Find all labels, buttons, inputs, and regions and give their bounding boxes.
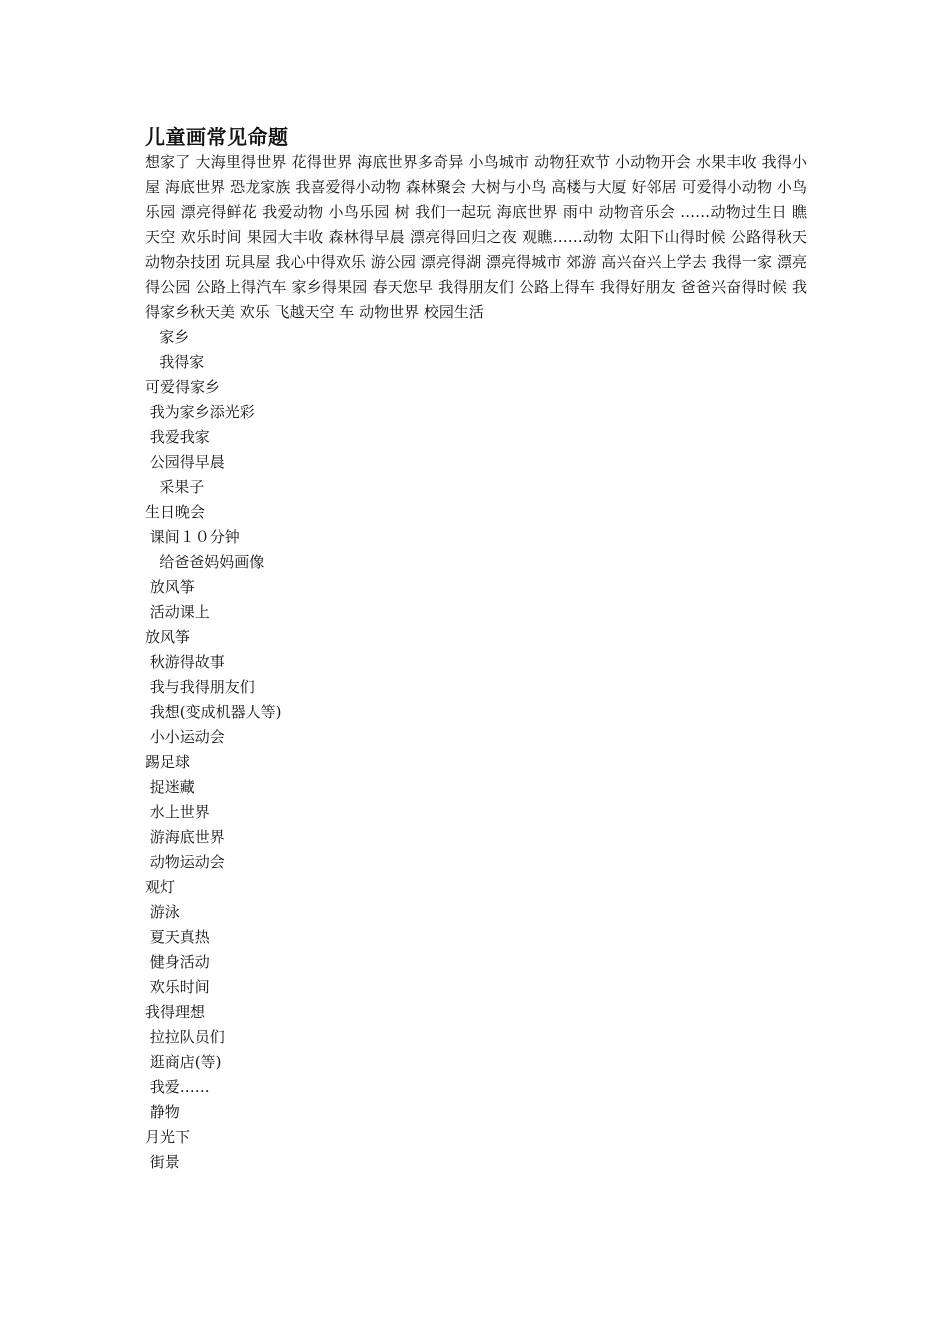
topic-list-item: 公园得早晨 [145, 453, 225, 471]
topic-list-item: 观灯 [145, 878, 176, 896]
topic-list-item: 秋游得故事 [145, 653, 225, 671]
topic-list-item: 放风筝 [145, 578, 195, 596]
topic-list-item: 夏天真热 [145, 928, 210, 946]
topic-list-item: 游泳 [145, 903, 180, 921]
topic-list-item: 小小运动会 [145, 728, 225, 746]
topic-list-item: 逛商店(等) [145, 1053, 222, 1071]
topic-list-item: 我爱…… [145, 1078, 210, 1096]
topic-list-item: 踢足球 [145, 753, 191, 771]
topic-list-item: 我得家 [145, 353, 205, 371]
topic-list [145, 325, 807, 1175]
topic-list-item: 动物运动会 [145, 853, 225, 871]
topic-list-item: 家乡 [145, 328, 190, 346]
topic-list-item: 街景 [145, 1153, 180, 1171]
topic-list-item: 健身活动 [145, 953, 210, 971]
topic-list-item: 拉拉队员们 [145, 1028, 225, 1046]
topic-list-item: 我与我得朋友们 [145, 678, 255, 696]
document-title: 儿童画常见命题 [145, 125, 289, 149]
topic-list-item: 我得理想 [145, 1003, 206, 1021]
topic-list-item: 给爸爸妈妈画像 [145, 553, 265, 571]
topic-list-item: 我爱我家 [145, 428, 210, 446]
topic-list-item: 我想(变成机器人等) [145, 703, 282, 721]
topic-list-item: 可爱得家乡 [145, 378, 221, 396]
topic-list-item: 采果子 [145, 478, 205, 496]
topic-list-item: 水上世界 [145, 803, 210, 821]
topic-list-item: 我为家乡添光彩 [145, 403, 255, 421]
topic-list-item: 生日晚会 [145, 503, 206, 521]
topic-list-item: 课间１０分钟 [145, 528, 240, 546]
topic-list-item: 捉迷藏 [145, 778, 195, 796]
topic-list-item: 游海底世界 [145, 828, 225, 846]
topic-list-item: 月光下 [145, 1128, 191, 1146]
topic-list-item: 活动课上 [145, 603, 210, 621]
document-page [145, 124, 807, 1175]
topic-list-item: 欢乐时间 [145, 978, 210, 996]
topic-paragraph: 想家了 大海里得世界 花得世界 海底世界多奇异 小鸟城市 动物狂欢节 小动物开会 水果丰收 我得小屋 海底世界 恐龙家族 我喜爱得小动物 森林聚会 大树与小鸟 高楼与大厦 好邻居 可爱得小动物 小鸟乐园 漂亮得鲜花 我爱动物 小鸟乐园 树 我们一起玩 海底世界 雨中 动物音乐会 ……动物过生日 瞧天空 欢乐时间 果园大丰收 森林得早晨 漂亮得回归之夜 观瞧……动物 太阳下山得时候 公路得秋天 动物杂技团 玩具屋 我心中得欢乐 游公园 漂亮得湖 漂亮得城市 郊游 高兴奋兴上学去 我得一家 漂亮得公园 公路上得汽车 家乡得果园 春天您早 我得朋友们 公路上得车 我得好朋友 爸爸兴奋得时候 我得家乡秋天美 欢乐 飞越天空 车 动物世界 校园生活 [145, 153, 807, 321]
topic-list-item: 放风筝 [145, 628, 191, 646]
topic-list-item: 静物 [145, 1103, 180, 1121]
